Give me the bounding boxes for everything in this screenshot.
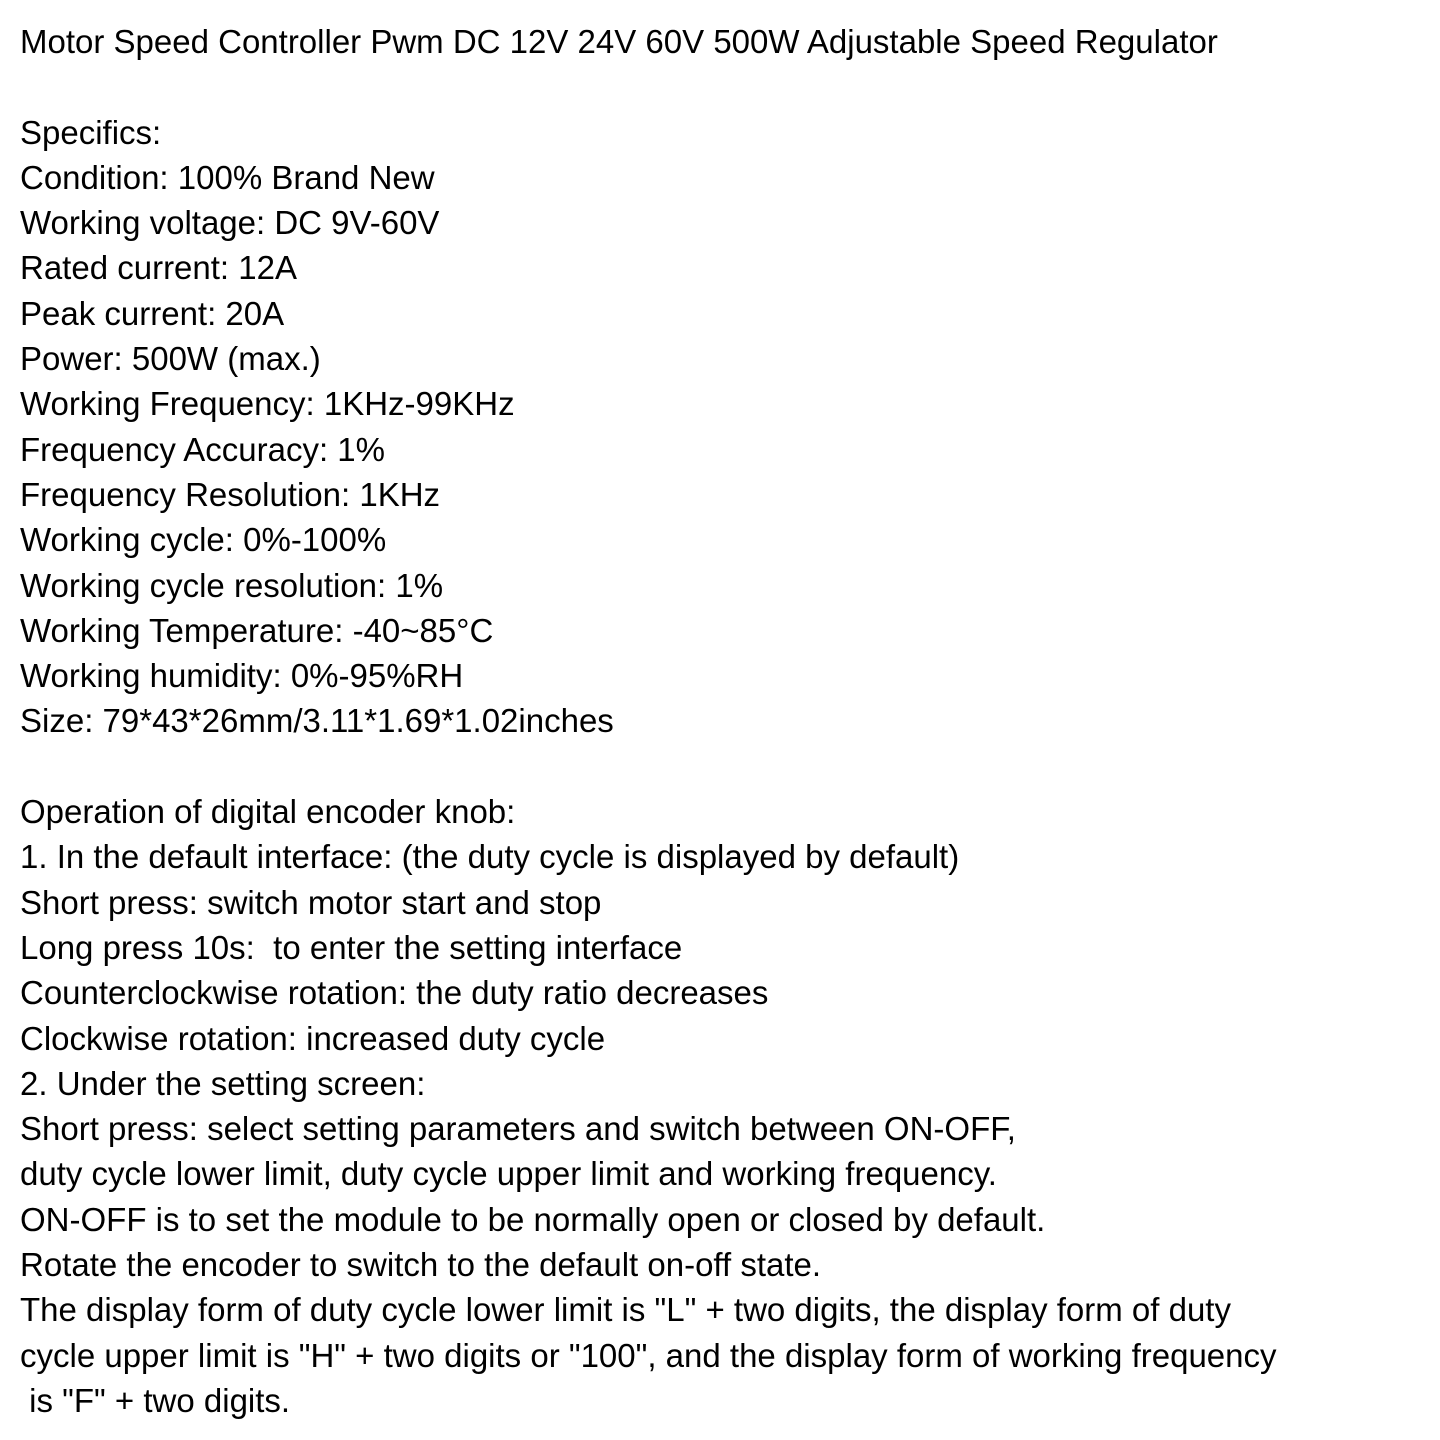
spacer bbox=[20, 64, 1432, 109]
operation-line: 1. In the default interface: (the duty cycle is displayed by default) bbox=[20, 838, 960, 876]
operation-line: duty cycle lower limit, duty cycle upper limit and working frequency. bbox=[20, 1155, 997, 1193]
operation-line: Rotate the encoder to switch to the default on-off state. bbox=[20, 1246, 822, 1284]
operation-line: is "F" + two digits. bbox=[20, 1381, 291, 1419]
spec-working-frequency: Working Frequency: 1KHz-99KHz bbox=[20, 385, 515, 423]
spec-size: Size: 79*43*26mm/3.11*1.69*1.02inches bbox=[20, 702, 614, 740]
operation-list bbox=[20, 834, 1432, 1423]
spec-rated-current: Rated current: 12A bbox=[20, 249, 297, 287]
operation-line: Long press 10s: to enter the setting interface bbox=[20, 928, 683, 966]
spec-working-voltage: Working voltage: DC 9V-60V bbox=[20, 204, 440, 242]
operation-line: Counterclockwise rotation: the duty ratio decreases bbox=[20, 974, 769, 1012]
spec-working-cycle-resolution: Working cycle resolution: 1% bbox=[20, 566, 444, 604]
spec-frequency-accuracy: Frequency Accuracy: 1% bbox=[20, 430, 385, 468]
spec-frequency-resolution: Frequency Resolution: 1KHz bbox=[20, 475, 441, 513]
document-body bbox=[20, 19, 1432, 1423]
spec-condition: Condition: 100% Brand New bbox=[20, 158, 435, 196]
document-title: Motor Speed Controller Pwm DC 12V 24V 60V 500W Adjustable Speed Regulator bbox=[20, 23, 1218, 60]
operation-heading: Operation of digital encoder knob: bbox=[20, 793, 516, 831]
specifics-heading: Specifics: bbox=[20, 113, 162, 151]
spec-working-cycle: Working cycle: 0%-100% bbox=[20, 521, 387, 559]
operation-line: ON-OFF is to set the module to be normally open or closed by default. bbox=[20, 1200, 1046, 1238]
operation-line: Clockwise rotation: increased duty cycle bbox=[20, 1019, 606, 1057]
specifics-list bbox=[20, 155, 1432, 744]
operation-line: The display form of duty cycle lower limit is "L" + two digits, the display form of duty bbox=[20, 1291, 1231, 1329]
operation-line: cycle upper limit is "H" + two digits or "100", and the display form of working frequency bbox=[20, 1336, 1277, 1374]
spec-working-temperature: Working Temperature: -40~85°C bbox=[20, 611, 494, 649]
spec-peak-current: Peak current: 20A bbox=[20, 294, 285, 332]
operation-line: Short press: switch motor start and stop bbox=[20, 883, 602, 921]
spec-working-humidity: Working humidity: 0%-95%RH bbox=[20, 657, 464, 695]
spec-power: Power: 500W (max.) bbox=[20, 340, 321, 378]
operation-line: Short press: select setting parameters and switch between ON-OFF, bbox=[20, 1110, 1016, 1148]
operation-line: 2. Under the setting screen: bbox=[20, 1064, 426, 1102]
spacer bbox=[20, 744, 1432, 789]
